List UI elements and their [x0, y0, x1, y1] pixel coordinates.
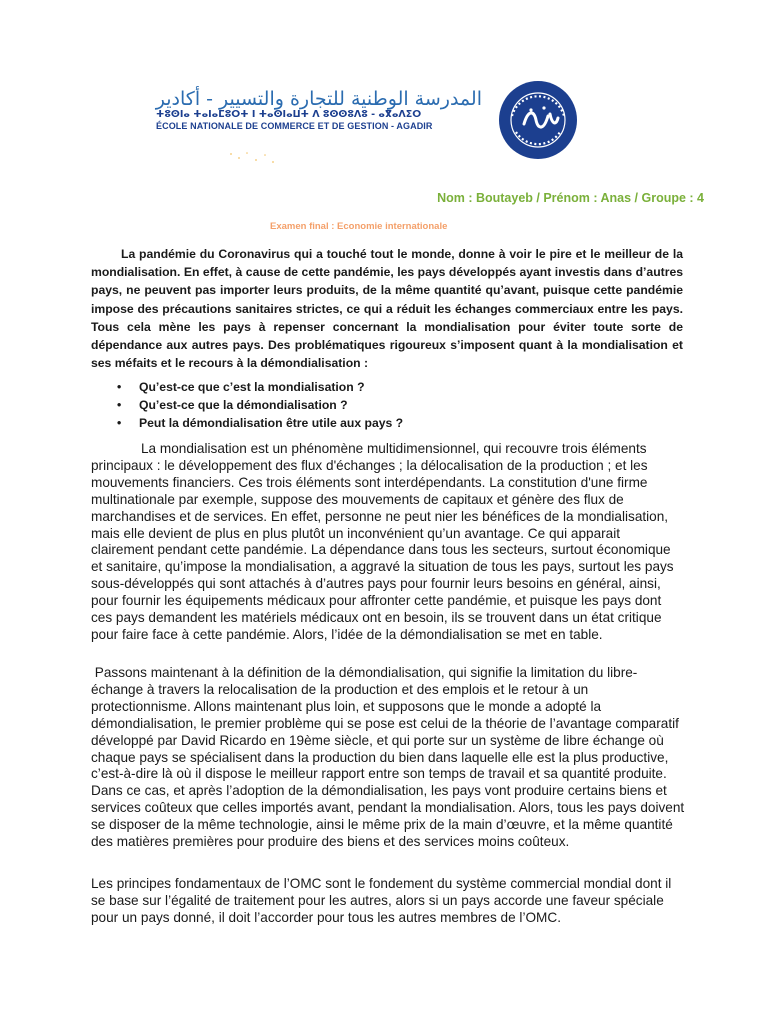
intro-paragraph — [91, 245, 683, 372]
bullet: • — [117, 398, 122, 413]
student-identification: Nom : Boutayeb / Prénom : Anas / Groupe : 4 — [437, 191, 704, 205]
question-text: Qu’est-ce que la démondialisation ? — [139, 398, 348, 413]
paragraph-text: La mondialisation est un phénomène multidimensionnel, qui recouvre trois éléments principaux : le développement des flux d'échanges ; la délocalisation de la production ; et les mouvements financiers. Ces trois éléments sont interdépendants. La constitution d'une firme multinationale par exemple, suppose des mouvements de capitaux et génère des flux de marchandises et de services. En effet, personne ne peut nier les bénéfices de la mondialisation, mais elle devient de plus en plus plutôt un inconvénient qu’un avantage. Ce qui apparait clairement pendant cette pandémie. La dépendance dans tous les secteurs, surtout économique et sanitaire, qu’impose la mondialisation, a aggravé la situation de tous les pays, surtout les pays sous-développés qui sont attachés à d’autres pays pour fournir leurs besoins en général, ainsi, pour fournir les équipements médicaux pour affronter cette pandémie, et puisque les pays dont ces pays demandent les matériels médicaux ont en besoin, ils se trouvent dans un état critique pour faire face à cette pandémie. Alors, l’idée de la démondialisation se met en table. — [91, 441, 674, 642]
question-text: Qu’est-ce que c’est la mondialisation ? — [139, 380, 365, 394]
paragraph-text: Passons maintenant à la définition de la démondialisation, qui signifie la limitation du libre-échange à travers la relocalisation de la production et des emplois et le retour à un protectionnisme. Allons maintenant plus loin, et supposons que le monde a adopté la démondialisation, le premier problème qui se pose est celui de la théorie de l’avantage comparatif développé par David Ricardo en 19ème siècle, et qui porte sur un système de libre échange où chaque pays se spécialisent dans la production du bien dans laquelle elle est la plus productive, c’est-à-dire là où il dispose le meilleur rapport entre son temps de travail et sa quantité produite. Dans ce cas, et après l’adoption de la démondialisation, les pays vont produire certains biens et services coûteux que celles importés avant, pendant la mondialisation. Alors, tous les pays doivent se disposer de la même technologie, ainsi le même prix de la main d’œuvre, et la même quantité des matières premières pour produire des biens et des services moins coûteux. — [91, 665, 685, 850]
school-name-arabic: المدرسة الوطنية للتجارة والتسيير - أكادير — [155, 88, 482, 110]
school-header — [150, 84, 630, 154]
question-text: Peut la démondialisation être utile aux pays ? — [139, 416, 404, 431]
bullet: • — [117, 380, 122, 394]
decorative-dots — [225, 148, 285, 168]
question-list — [117, 378, 403, 433]
exam-title: Examen final : Economie internationale — [270, 221, 448, 232]
bullet: • — [117, 416, 122, 431]
body-paragraph-1 — [91, 441, 685, 644]
uiz-university-seal-icon — [498, 80, 578, 160]
school-name-tifinagh: ⵜⵓⵙⵏⴰ ⵜⴰⵏⴰⵎⵓⵔⵜ ⵏ ⵜⴰⵙⵏⴰⵡⵜ ⴷ ⵓⵙⵙⵓⴷⵓ - ⴰⴳⴰⴷⵉⵔ — [156, 109, 422, 120]
body-paragraph-2 — [91, 665, 685, 851]
list-item — [117, 414, 403, 432]
list-item — [117, 378, 403, 396]
body-paragraph-3 — [91, 876, 685, 927]
paragraph-text: Les principes fondamentaux de l’OMC sont le fondement du système commercial mondial dont il se base sur l’égalité de traitement pour les autres, alors si un pays accorde une faveur spéciale pour un pays donné, il doit l’accorder pour tous les autres membres de l’OMC. — [91, 876, 672, 925]
school-name-french: ÉCOLE NATIONALE DE COMMERCE ET DE GESTION - AGADIR — [156, 121, 433, 131]
intro-text: La pandémie du Coronavirus qui a touché tout le monde, donne à voir le pire et le meilleur de la mondialisation. En effet, à cause de cette pandémie, les pays développés ayant investis dans d’autres pays, ne peuvent pas importer leurs produits, de la même quantité qu’avant, puisque cette pandémie impose des précautions sanitaires strictes, ce qui a réduit les échanges commerciaux entre les pays. Tous cela mène les pays à repenser concernant la mondialisation pour éviter toute sorte de dépendance aux autres pays. Des problématiques rigoureux s’imposent quant à la mondialisation et ses méfaits et le recours à la démondialisation : — [91, 247, 683, 371]
list-item — [117, 396, 403, 414]
